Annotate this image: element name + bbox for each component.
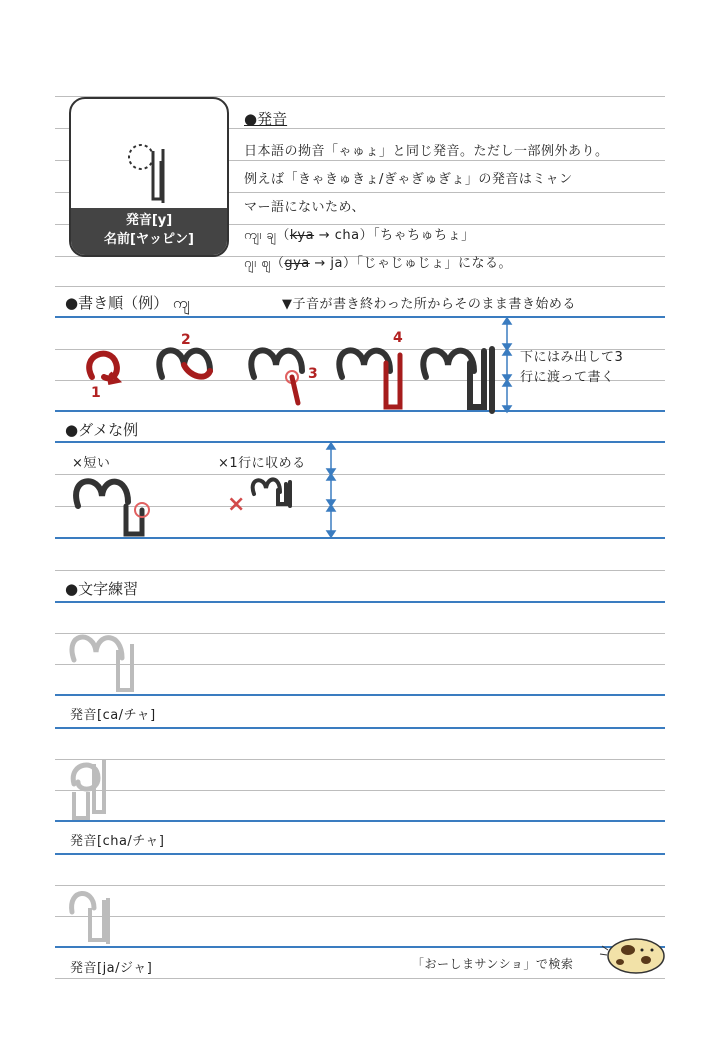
rule-line	[55, 790, 665, 791]
rule-line-blue	[55, 820, 665, 822]
step-number-2: 2	[181, 332, 191, 348]
practice-heading: ●文字練習	[65, 580, 139, 598]
search-hint: 「おーしまサンショ」で検索	[412, 957, 574, 971]
rule-line-blue	[55, 727, 665, 729]
stroke-order-illustration	[70, 315, 500, 425]
character-card	[69, 97, 229, 257]
example-1-paren: （	[276, 228, 290, 243]
example-1-glyphs: ကျ၊ ချ	[244, 228, 277, 243]
practice-label-1: 発音[ca/チャ]	[70, 708, 156, 723]
letter-ya-glyph	[71, 99, 227, 219]
example-1-rest: → cha）「ちゃちゅちょ」	[314, 228, 475, 243]
rule-line	[55, 759, 665, 760]
height-arrows-bad	[325, 443, 337, 537]
bad-example-illustration	[68, 470, 348, 542]
practice-guide-glyph-2	[64, 752, 144, 822]
stroke-order-heading	[65, 292, 190, 316]
rule-line-blue	[55, 601, 665, 603]
stroke-order-example-glyph: ကျ	[172, 294, 190, 312]
rule-line	[55, 633, 665, 634]
height-arrows	[501, 318, 513, 412]
example-2-rest: → ja）「じゃじゅじょ」になる。	[309, 256, 513, 271]
pronunciation-line-2: 例えば「きゃきゅきょ/ぎゃぎゅぎょ」の発音はミャン	[244, 172, 573, 187]
bad-example-fit-label: ×1行に収める	[218, 456, 306, 471]
example-2-glyphs: ဂျ၊ ဈ	[244, 256, 271, 271]
stroke-order-title: ●書き順（例）	[65, 294, 169, 312]
stroke-order-note: ▼子音が書き終わった所からそのまま書き始める	[282, 297, 576, 312]
practice-label-2: 発音[cha/チャ]	[70, 834, 165, 849]
step-number-1: 1	[91, 385, 101, 401]
rule-line	[55, 286, 665, 287]
rule-line-blue	[55, 694, 665, 696]
example-1-struck: kya	[289, 228, 315, 243]
step-number-4: 4	[393, 330, 403, 346]
rule-line	[55, 885, 665, 886]
step-number-3: 3	[308, 366, 318, 382]
pronunciation-line-3: マー語にないため、	[244, 200, 365, 215]
rule-line	[55, 664, 665, 665]
card-caption	[71, 208, 227, 255]
pronunciation-line-1: 日本語の拗音「ゃゅょ」と同じ発音。ただし一部例外あり。	[244, 144, 609, 159]
bad-example-short-label: ×短い	[72, 456, 111, 471]
example-2-paren: （	[270, 256, 285, 271]
pronunciation-example-1	[244, 224, 475, 246]
bad-examples-heading: ●ダメな例	[65, 421, 139, 439]
rule-line-blue	[55, 946, 665, 948]
rule-line	[55, 978, 665, 979]
side-note-line-2: 行に渡って書く	[520, 370, 615, 385]
pronunciation-example-2	[244, 252, 512, 274]
pronunciation-heading: ●発音	[244, 110, 288, 128]
side-note-line-1: 下にはみ出して3	[520, 350, 624, 365]
rule-line-blue	[55, 441, 665, 443]
rule-line-blue	[55, 853, 665, 855]
practice-label-3: 発音[ja/ジャ]	[70, 961, 153, 976]
card-pron: 発音[y]	[125, 213, 173, 228]
mascot-icon	[598, 932, 668, 976]
rule-line	[55, 570, 665, 571]
wrong-x-mark: ×	[227, 492, 246, 517]
practice-guide-glyph-1	[64, 626, 144, 696]
rule-line	[55, 916, 665, 917]
practice-guide-glyph-3	[64, 878, 144, 948]
example-2-struck: gya	[284, 256, 310, 271]
card-name: 名前[ヤッピン]	[104, 232, 194, 247]
